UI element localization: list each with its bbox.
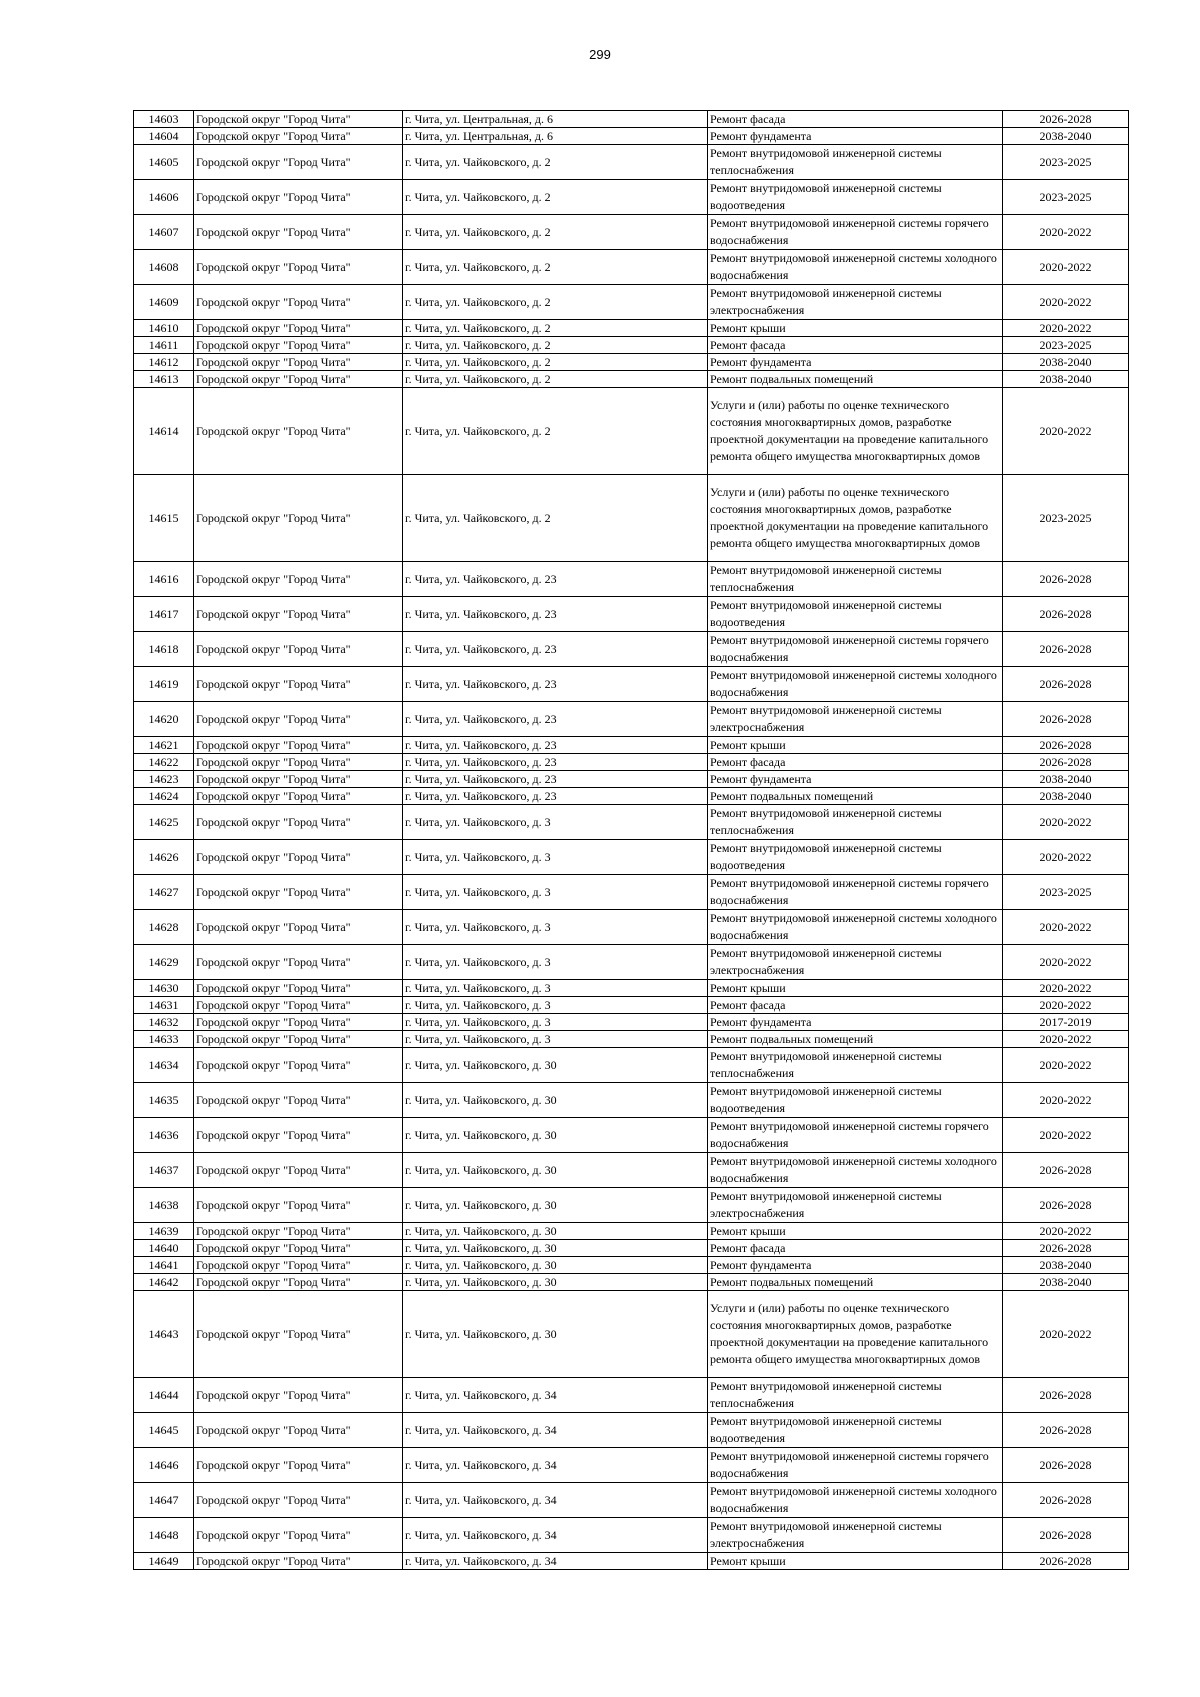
work-type-cell: Ремонт внутридомовой инженерной системы холодного водоснабжения	[708, 667, 1003, 702]
table-row	[134, 354, 1129, 371]
municipality-cell: Городской округ "Город Чита"	[194, 840, 403, 875]
row-number-cell: 14607	[134, 215, 194, 250]
row-number-cell: 14630	[134, 980, 194, 997]
work-type-cell: Услуги и (или) работы по оценке технического состояния многоквартирных домов, разработке проектной документации на проведение капитального ремонта общего имущества многоквартирных домов	[708, 475, 1003, 562]
table-row	[134, 1153, 1129, 1188]
address-cell: г. Чита, ул. Чайковского, д. 3	[403, 1014, 708, 1031]
municipality-cell: Городской округ "Город Чита"	[194, 388, 403, 475]
address-cell: г. Чита, ул. Центральная, д. 6	[403, 128, 708, 145]
address-cell: г. Чита, ул. Чайковского, д. 23	[403, 562, 708, 597]
work-type-cell: Ремонт внутридомовой инженерной системы электроснабжения	[708, 945, 1003, 980]
period-cell: 2020-2022	[1003, 980, 1129, 997]
period-cell: 2026-2028	[1003, 702, 1129, 737]
table-row	[134, 1257, 1129, 1274]
work-type-cell: Ремонт фасада	[708, 337, 1003, 354]
period-cell: 2026-2028	[1003, 667, 1129, 702]
municipality-cell: Городской округ "Город Чита"	[194, 980, 403, 997]
period-cell: 2026-2028	[1003, 632, 1129, 667]
work-type-cell: Ремонт внутридомовой инженерной системы горячего водоснабжения	[708, 1448, 1003, 1483]
period-cell: 2020-2022	[1003, 805, 1129, 840]
address-cell: г. Чита, ул. Чайковского, д. 23	[403, 702, 708, 737]
row-number-cell: 14644	[134, 1378, 194, 1413]
row-number-cell: 14614	[134, 388, 194, 475]
table-row	[134, 1483, 1129, 1518]
municipality-cell: Городской округ "Город Чита"	[194, 337, 403, 354]
address-cell: г. Чита, ул. Чайковского, д. 3	[403, 980, 708, 997]
table-row	[134, 1083, 1129, 1118]
row-number-cell: 14632	[134, 1014, 194, 1031]
row-number-cell: 14605	[134, 145, 194, 180]
table-row	[134, 145, 1129, 180]
municipality-cell: Городской округ "Город Чита"	[194, 910, 403, 945]
table-row	[134, 1188, 1129, 1223]
address-cell: г. Чита, ул. Чайковского, д. 23	[403, 597, 708, 632]
table-row	[134, 1031, 1129, 1048]
address-cell: г. Чита, ул. Чайковского, д. 30	[403, 1188, 708, 1223]
work-type-cell: Ремонт внутридомовой инженерной системы теплоснабжения	[708, 1048, 1003, 1083]
municipality-cell: Городской округ "Город Чита"	[194, 250, 403, 285]
municipality-cell: Городской округ "Город Чита"	[194, 1014, 403, 1031]
work-type-cell: Ремонт фасада	[708, 1240, 1003, 1257]
address-cell: г. Чита, ул. Чайковского, д. 2	[403, 354, 708, 371]
period-cell: 2017-2019	[1003, 1014, 1129, 1031]
row-number-cell: 14642	[134, 1274, 194, 1291]
period-cell: 2038-2040	[1003, 1274, 1129, 1291]
period-cell: 2020-2022	[1003, 215, 1129, 250]
municipality-cell: Городской округ "Город Чита"	[194, 562, 403, 597]
address-cell: г. Чита, ул. Чайковского, д. 23	[403, 771, 708, 788]
address-cell: г. Чита, ул. Чайковского, д. 3	[403, 1031, 708, 1048]
municipality-cell: Городской округ "Город Чита"	[194, 737, 403, 754]
period-cell: 2026-2028	[1003, 597, 1129, 632]
municipality-cell: Городской округ "Город Чита"	[194, 1223, 403, 1240]
table-row	[134, 805, 1129, 840]
row-number-cell: 14619	[134, 667, 194, 702]
table-row	[134, 997, 1129, 1014]
address-cell: г. Чита, ул. Чайковского, д. 30	[403, 1153, 708, 1188]
row-number-cell: 14609	[134, 285, 194, 320]
row-number-cell: 14631	[134, 997, 194, 1014]
work-type-cell: Ремонт внутридомовой инженерной системы холодного водоснабжения	[708, 250, 1003, 285]
municipality-cell: Городской округ "Город Чита"	[194, 285, 403, 320]
table-row	[134, 945, 1129, 980]
period-cell: 2026-2028	[1003, 1378, 1129, 1413]
work-type-cell: Услуги и (или) работы по оценке технического состояния многоквартирных домов, разработке проектной документации на проведение капитального ремонта общего имущества многоквартирных домов	[708, 388, 1003, 475]
municipality-cell: Городской округ "Город Чита"	[194, 1483, 403, 1518]
address-cell: г. Чита, ул. Чайковского, д. 30	[403, 1257, 708, 1274]
address-cell: г. Чита, ул. Чайковского, д. 30	[403, 1118, 708, 1153]
table-row	[134, 562, 1129, 597]
municipality-cell: Городской округ "Город Чита"	[194, 771, 403, 788]
period-cell: 2026-2028	[1003, 1413, 1129, 1448]
municipality-cell: Городской округ "Город Чита"	[194, 875, 403, 910]
address-cell: г. Чита, ул. Чайковского, д. 3	[403, 910, 708, 945]
row-number-cell: 14610	[134, 320, 194, 337]
row-number-cell: 14603	[134, 111, 194, 128]
address-cell: г. Чита, ул. Чайковского, д. 23	[403, 632, 708, 667]
table-row	[134, 632, 1129, 667]
work-type-cell: Ремонт внутридомовой инженерной системы горячего водоснабжения	[708, 632, 1003, 667]
row-number-cell: 14637	[134, 1153, 194, 1188]
address-cell: г. Чита, ул. Чайковского, д. 23	[403, 737, 708, 754]
table-row	[134, 1518, 1129, 1553]
row-number-cell: 14643	[134, 1291, 194, 1378]
municipality-cell: Городской округ "Город Чита"	[194, 632, 403, 667]
period-cell: 2020-2022	[1003, 1291, 1129, 1378]
work-type-cell: Ремонт внутридомовой инженерной системы водоотведения	[708, 840, 1003, 875]
table-row	[134, 1413, 1129, 1448]
row-number-cell: 14635	[134, 1083, 194, 1118]
work-type-cell: Ремонт подвальных помещений	[708, 1031, 1003, 1048]
table-row	[134, 737, 1129, 754]
row-number-cell: 14634	[134, 1048, 194, 1083]
address-cell: г. Чита, ул. Чайковского, д. 3	[403, 875, 708, 910]
period-cell: 2020-2022	[1003, 1083, 1129, 1118]
period-cell: 2020-2022	[1003, 1048, 1129, 1083]
municipality-cell: Городской округ "Город Чита"	[194, 1274, 403, 1291]
address-cell: г. Чита, ул. Чайковского, д. 2	[403, 250, 708, 285]
table-row	[134, 250, 1129, 285]
municipality-cell: Городской округ "Город Чита"	[194, 805, 403, 840]
row-number-cell: 14646	[134, 1448, 194, 1483]
work-type-cell: Ремонт крыши	[708, 1553, 1003, 1570]
work-type-cell: Ремонт фундамента	[708, 128, 1003, 145]
table-row	[134, 320, 1129, 337]
municipality-cell: Городской округ "Город Чита"	[194, 1553, 403, 1570]
municipality-cell: Городской округ "Город Чита"	[194, 354, 403, 371]
table-row	[134, 1553, 1129, 1570]
work-type-cell: Ремонт внутридомовой инженерной системы водоотведения	[708, 1083, 1003, 1118]
table-row	[134, 215, 1129, 250]
table-row	[134, 667, 1129, 702]
work-type-cell: Ремонт подвальных помещений	[708, 371, 1003, 388]
row-number-cell: 14624	[134, 788, 194, 805]
row-number-cell: 14612	[134, 354, 194, 371]
municipality-cell: Городской округ "Город Чита"	[194, 320, 403, 337]
table-row	[134, 840, 1129, 875]
period-cell: 2026-2028	[1003, 737, 1129, 754]
address-cell: г. Чита, ул. Чайковского, д. 2	[403, 371, 708, 388]
period-cell: 2026-2028	[1003, 1188, 1129, 1223]
address-cell: г. Чита, ул. Чайковского, д. 34	[403, 1518, 708, 1553]
work-type-cell: Услуги и (или) работы по оценке технического состояния многоквартирных домов, разработке проектной документации на проведение капитального ремонта общего имущества многоквартирных домов	[708, 1291, 1003, 1378]
row-number-cell: 14604	[134, 128, 194, 145]
municipality-cell: Городской округ "Город Чита"	[194, 215, 403, 250]
address-cell: г. Чита, ул. Чайковского, д. 3	[403, 805, 708, 840]
municipality-cell: Городской округ "Город Чита"	[194, 371, 403, 388]
period-cell: 2026-2028	[1003, 1153, 1129, 1188]
period-cell: 2038-2040	[1003, 788, 1129, 805]
address-cell: г. Чита, ул. Чайковского, д. 3	[403, 997, 708, 1014]
table-row	[134, 337, 1129, 354]
address-cell: г. Чита, ул. Чайковского, д. 34	[403, 1378, 708, 1413]
table-row	[134, 597, 1129, 632]
page-number: 299	[589, 47, 611, 62]
work-type-cell: Ремонт фасада	[708, 997, 1003, 1014]
work-type-cell: Ремонт крыши	[708, 320, 1003, 337]
table-row	[134, 1291, 1129, 1378]
period-cell: 2023-2025	[1003, 875, 1129, 910]
row-number-cell: 14645	[134, 1413, 194, 1448]
row-number-cell: 14608	[134, 250, 194, 285]
period-cell: 2020-2022	[1003, 945, 1129, 980]
municipality-cell: Городской округ "Город Чита"	[194, 1153, 403, 1188]
work-type-cell: Ремонт крыши	[708, 737, 1003, 754]
table-row	[134, 1448, 1129, 1483]
period-cell: 2026-2028	[1003, 1483, 1129, 1518]
work-type-cell: Ремонт фундамента	[708, 1014, 1003, 1031]
municipality-cell: Городской округ "Город Чита"	[194, 1048, 403, 1083]
address-cell: г. Чита, ул. Чайковского, д. 34	[403, 1413, 708, 1448]
row-number-cell: 14636	[134, 1118, 194, 1153]
table-row	[134, 1240, 1129, 1257]
municipality-cell: Городской округ "Город Чита"	[194, 1291, 403, 1378]
work-type-cell: Ремонт фасада	[708, 754, 1003, 771]
period-cell: 2020-2022	[1003, 285, 1129, 320]
table-row	[134, 1048, 1129, 1083]
row-number-cell: 14649	[134, 1553, 194, 1570]
period-cell: 2020-2022	[1003, 1223, 1129, 1240]
row-number-cell: 14618	[134, 632, 194, 667]
address-cell: г. Чита, ул. Чайковского, д. 30	[403, 1291, 708, 1378]
work-type-cell: Ремонт крыши	[708, 1223, 1003, 1240]
row-number-cell: 14616	[134, 562, 194, 597]
work-type-cell: Ремонт внутридомовой инженерной системы горячего водоснабжения	[708, 1118, 1003, 1153]
row-number-cell: 14623	[134, 771, 194, 788]
table-row	[134, 1223, 1129, 1240]
row-number-cell: 14625	[134, 805, 194, 840]
address-cell: г. Чита, ул. Чайковского, д. 30	[403, 1274, 708, 1291]
work-type-cell: Ремонт внутридомовой инженерной системы холодного водоснабжения	[708, 1483, 1003, 1518]
work-type-cell: Ремонт внутридомовой инженерной системы водоотведения	[708, 597, 1003, 632]
address-cell: г. Чита, ул. Чайковского, д. 34	[403, 1448, 708, 1483]
table-row	[134, 1274, 1129, 1291]
row-number-cell: 14622	[134, 754, 194, 771]
municipality-cell: Городской округ "Город Чита"	[194, 1118, 403, 1153]
table-row	[134, 1014, 1129, 1031]
period-cell: 2020-2022	[1003, 997, 1129, 1014]
municipality-cell: Городской округ "Город Чита"	[194, 1240, 403, 1257]
row-number-cell: 14647	[134, 1483, 194, 1518]
address-cell: г. Чита, ул. Чайковского, д. 2	[403, 337, 708, 354]
work-type-cell: Ремонт внутридомовой инженерной системы холодного водоснабжения	[708, 910, 1003, 945]
address-cell: г. Чита, ул. Чайковского, д. 2	[403, 320, 708, 337]
period-cell: 2023-2025	[1003, 475, 1129, 562]
period-cell: 2038-2040	[1003, 1257, 1129, 1274]
municipality-cell: Городской округ "Город Чита"	[194, 945, 403, 980]
work-type-cell: Ремонт внутридомовой инженерной системы горячего водоснабжения	[708, 875, 1003, 910]
work-type-cell: Ремонт внутридомовой инженерной системы электроснабжения	[708, 285, 1003, 320]
period-cell: 2026-2028	[1003, 1518, 1129, 1553]
municipality-cell: Городской округ "Город Чита"	[194, 1378, 403, 1413]
period-cell: 2038-2040	[1003, 771, 1129, 788]
work-type-cell: Ремонт внутридомовой инженерной системы электроснабжения	[708, 702, 1003, 737]
table-row	[134, 475, 1129, 562]
row-number-cell: 14617	[134, 597, 194, 632]
address-cell: г. Чита, ул. Чайковского, д. 2	[403, 145, 708, 180]
address-cell: г. Чита, ул. Чайковского, д. 2	[403, 180, 708, 215]
period-cell: 2023-2025	[1003, 180, 1129, 215]
work-type-cell: Ремонт внутридомовой инженерной системы теплоснабжения	[708, 1378, 1003, 1413]
work-type-cell: Ремонт внутридомовой инженерной системы теплоснабжения	[708, 145, 1003, 180]
address-cell: г. Чита, ул. Чайковского, д. 23	[403, 754, 708, 771]
row-number-cell: 14640	[134, 1240, 194, 1257]
period-cell: 2026-2028	[1003, 1553, 1129, 1570]
address-cell: г. Чита, ул. Чайковского, д. 2	[403, 215, 708, 250]
row-number-cell: 14633	[134, 1031, 194, 1048]
row-number-cell: 14626	[134, 840, 194, 875]
work-type-cell: Ремонт внутридомовой инженерной системы теплоснабжения	[708, 562, 1003, 597]
period-cell: 2020-2022	[1003, 1118, 1129, 1153]
row-number-cell: 14641	[134, 1257, 194, 1274]
municipality-cell: Городской округ "Город Чита"	[194, 1188, 403, 1223]
municipality-cell: Городской округ "Город Чита"	[194, 788, 403, 805]
table-row	[134, 128, 1129, 145]
period-cell: 2038-2040	[1003, 128, 1129, 145]
period-cell: 2020-2022	[1003, 1031, 1129, 1048]
period-cell: 2038-2040	[1003, 371, 1129, 388]
municipality-cell: Городской округ "Город Чита"	[194, 1448, 403, 1483]
address-cell: г. Чита, ул. Чайковского, д. 2	[403, 285, 708, 320]
work-type-cell: Ремонт подвальных помещений	[708, 1274, 1003, 1291]
address-cell: г. Чита, ул. Чайковского, д. 30	[403, 1223, 708, 1240]
row-number-cell: 14611	[134, 337, 194, 354]
municipality-cell: Городской округ "Город Чита"	[194, 997, 403, 1014]
address-cell: г. Чита, ул. Чайковского, д. 30	[403, 1240, 708, 1257]
work-type-cell: Ремонт внутридомовой инженерной системы водоотведения	[708, 1413, 1003, 1448]
table-row	[134, 1378, 1129, 1413]
table-row	[134, 910, 1129, 945]
address-cell: г. Чита, ул. Чайковского, д. 2	[403, 475, 708, 562]
address-cell: г. Чита, ул. Чайковского, д. 34	[403, 1553, 708, 1570]
period-cell: 2020-2022	[1003, 250, 1129, 285]
municipality-cell: Городской округ "Город Чита"	[194, 1083, 403, 1118]
municipality-cell: Городской округ "Город Чита"	[194, 667, 403, 702]
address-cell: г. Чита, ул. Чайковского, д. 2	[403, 388, 708, 475]
address-cell: г. Чита, ул. Чайковского, д. 3	[403, 840, 708, 875]
table-row	[134, 980, 1129, 997]
period-cell: 2023-2025	[1003, 337, 1129, 354]
period-cell: 2038-2040	[1003, 354, 1129, 371]
municipality-cell: Городской округ "Город Чита"	[194, 180, 403, 215]
row-number-cell: 14627	[134, 875, 194, 910]
municipality-cell: Городской округ "Город Чита"	[194, 128, 403, 145]
period-cell: 2020-2022	[1003, 840, 1129, 875]
address-cell: г. Чита, ул. Чайковского, д. 34	[403, 1483, 708, 1518]
table-row	[134, 285, 1129, 320]
row-number-cell: 14621	[134, 737, 194, 754]
municipality-cell: Городской округ "Город Чита"	[194, 1413, 403, 1448]
period-cell: 2026-2028	[1003, 754, 1129, 771]
work-type-cell: Ремонт подвальных помещений	[708, 788, 1003, 805]
period-cell: 2020-2022	[1003, 910, 1129, 945]
municipality-cell: Городской округ "Город Чита"	[194, 111, 403, 128]
address-cell: г. Чита, ул. Чайковского, д. 23	[403, 667, 708, 702]
row-number-cell: 14606	[134, 180, 194, 215]
period-cell: 2026-2028	[1003, 1448, 1129, 1483]
period-cell: 2026-2028	[1003, 111, 1129, 128]
row-number-cell: 14629	[134, 945, 194, 980]
repair-schedule-table	[133, 110, 1129, 1570]
row-number-cell: 14648	[134, 1518, 194, 1553]
work-type-cell: Ремонт фасада	[708, 111, 1003, 128]
address-cell: г. Чита, ул. Чайковского, д. 30	[403, 1083, 708, 1118]
period-cell: 2026-2028	[1003, 1240, 1129, 1257]
row-number-cell: 14615	[134, 475, 194, 562]
municipality-cell: Городской округ "Город Чита"	[194, 1518, 403, 1553]
address-cell: г. Чита, ул. Центральная, д. 6	[403, 111, 708, 128]
municipality-cell: Городской округ "Город Чита"	[194, 702, 403, 737]
municipality-cell: Городской округ "Город Чита"	[194, 597, 403, 632]
municipality-cell: Городской округ "Город Чита"	[194, 1031, 403, 1048]
table-row	[134, 111, 1129, 128]
work-type-cell: Ремонт внутридомовой инженерной системы теплоснабжения	[708, 805, 1003, 840]
period-cell: 2026-2028	[1003, 562, 1129, 597]
period-cell: 2023-2025	[1003, 145, 1129, 180]
work-type-cell: Ремонт фундамента	[708, 354, 1003, 371]
work-type-cell: Ремонт внутридомовой инженерной системы холодного водоснабжения	[708, 1153, 1003, 1188]
address-cell: г. Чита, ул. Чайковского, д. 23	[403, 788, 708, 805]
row-number-cell: 14639	[134, 1223, 194, 1240]
municipality-cell: Городской округ "Город Чита"	[194, 754, 403, 771]
table-row	[134, 180, 1129, 215]
work-type-cell: Ремонт фундамента	[708, 1257, 1003, 1274]
row-number-cell: 14620	[134, 702, 194, 737]
work-type-cell: Ремонт фундамента	[708, 771, 1003, 788]
table-row	[134, 371, 1129, 388]
table-row	[134, 788, 1129, 805]
period-cell: 2020-2022	[1003, 320, 1129, 337]
address-cell: г. Чита, ул. Чайковского, д. 3	[403, 945, 708, 980]
table-row	[134, 754, 1129, 771]
work-type-cell: Ремонт внутридомовой инженерной системы электроснабжения	[708, 1518, 1003, 1553]
work-type-cell: Ремонт внутридомовой инженерной системы горячего водоснабжения	[708, 215, 1003, 250]
table-row	[134, 875, 1129, 910]
table-row	[134, 388, 1129, 475]
table-row	[134, 1118, 1129, 1153]
municipality-cell: Городской округ "Город Чита"	[194, 1257, 403, 1274]
row-number-cell: 14628	[134, 910, 194, 945]
period-cell: 2020-2022	[1003, 388, 1129, 475]
work-type-cell: Ремонт внутридомовой инженерной системы электроснабжения	[708, 1188, 1003, 1223]
table-row	[134, 702, 1129, 737]
table-row	[134, 771, 1129, 788]
row-number-cell: 14613	[134, 371, 194, 388]
address-cell: г. Чита, ул. Чайковского, д. 30	[403, 1048, 708, 1083]
row-number-cell: 14638	[134, 1188, 194, 1223]
table-body	[134, 111, 1129, 1570]
work-type-cell: Ремонт крыши	[708, 980, 1003, 997]
work-type-cell: Ремонт внутридомовой инженерной системы водоотведения	[708, 180, 1003, 215]
municipality-cell: Городской округ "Город Чита"	[194, 145, 403, 180]
municipality-cell: Городской округ "Город Чита"	[194, 475, 403, 562]
